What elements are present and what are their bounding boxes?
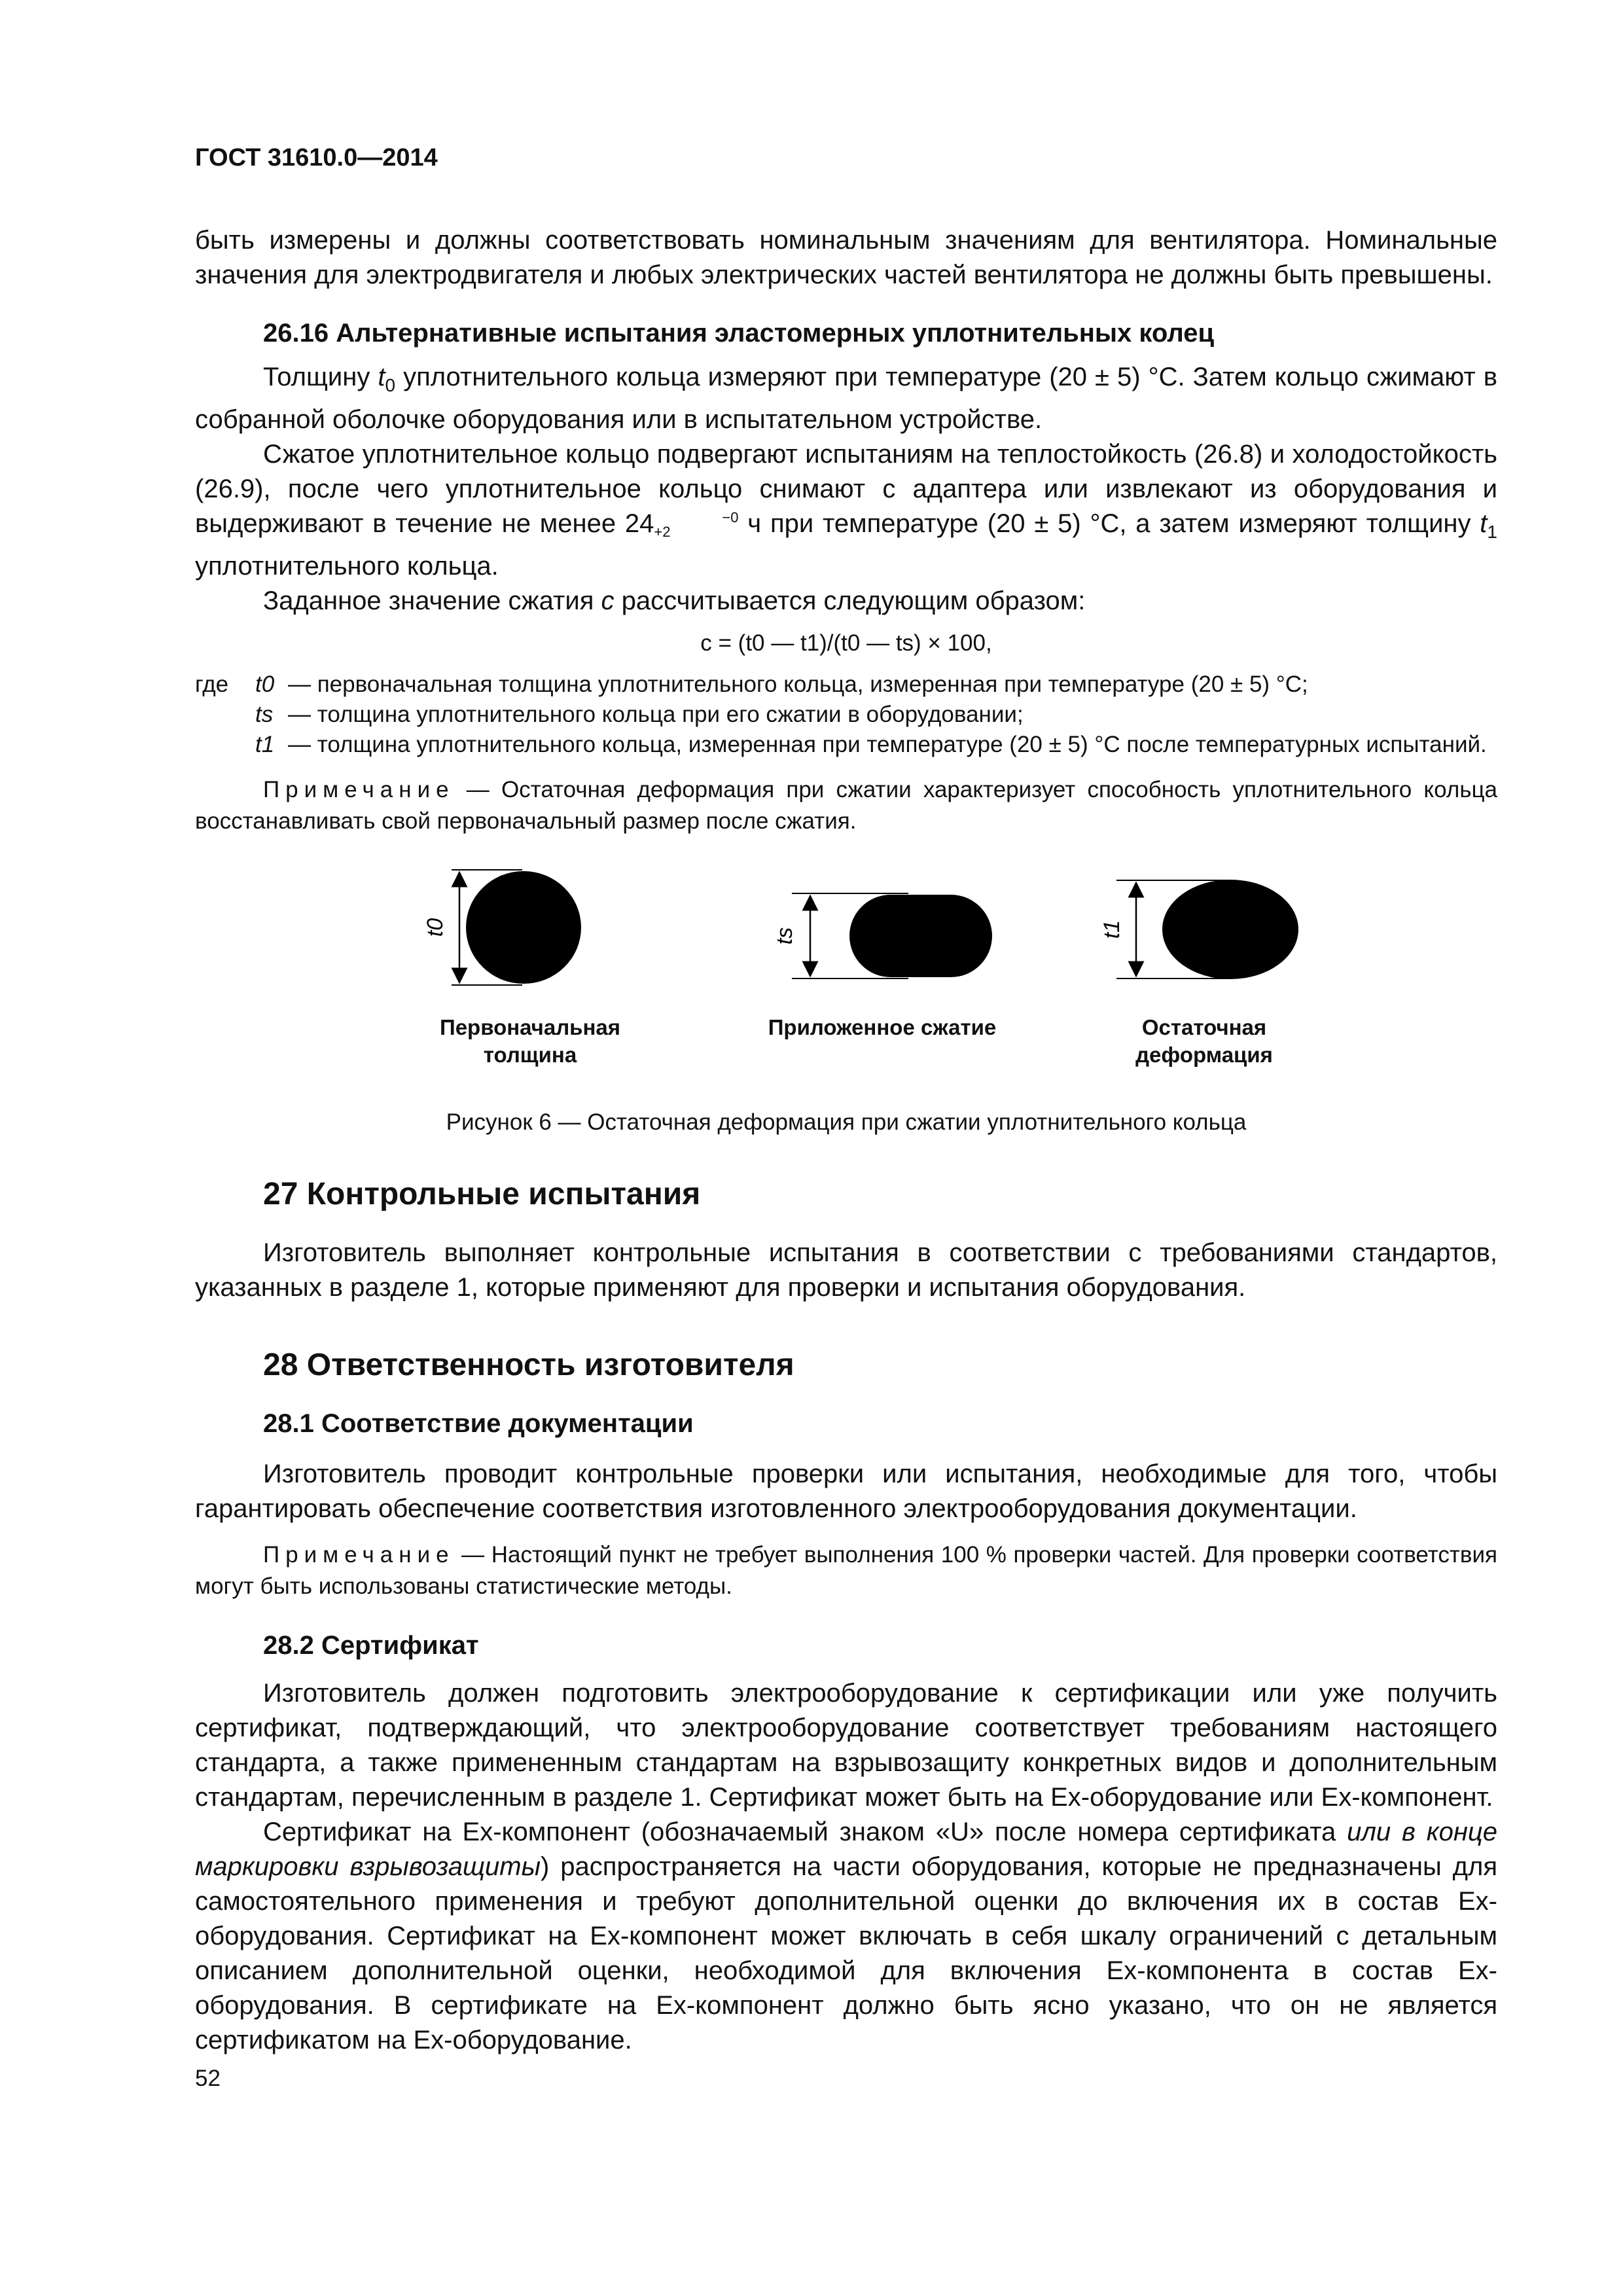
dim-label-ts: ts bbox=[772, 927, 797, 945]
oring-initial bbox=[466, 871, 581, 984]
figure-6 bbox=[195, 863, 1497, 1086]
dim-label-t1: t1 bbox=[1099, 920, 1124, 939]
section-26-16-heading: 26.16 Альтернативные испытания эластомерных уплотнительных колец bbox=[263, 319, 1215, 348]
residual-deformation-drawing bbox=[1099, 880, 1298, 979]
legend-row-t1: t1 — толщина уплотнительного кольца, измеренная при температуре (20 ± 5) °С после температурных испытаний. bbox=[255, 732, 1487, 757]
section-28-heading: 28 Ответственность изготовителя bbox=[263, 1348, 794, 1382]
s2616-paragraph-2: Сжатое уплотнительное кольцо подвергают испытаниям на теплостойкость (26.8) и холодостойкость (26.9), после чего уплотнительное кольцо снимают с адаптера или извлекают из оборудования и выдерживают в течение не менее 24 −0 +2 ч при температуре (20 ± 5) °С, а затем измеряют толщину $t_1$ уплотнительного кольца. bbox=[195, 440, 1497, 581]
dim-label-t0: t0 bbox=[423, 918, 448, 937]
figure-6-caption: Рисунок 6 — Остаточная деформация при сжатии уплотнительного кольца bbox=[446, 1109, 1247, 1135]
s282-paragraph-1: Изготовитель должен подготовить электрооборудование к сертификации или уже получить сертификат, подтверждающий, что электрооборудование соответствует требованиям настоящего стандарта, а также примененным стандартам на взрывозащиту конкретных видов и дополнительным стандартам, перечисленным в разделе 1. Сертификат может быть на Ех-оборудование или Ех-компонент. bbox=[195, 1679, 1497, 1812]
figure-caption-residual: Остаточная деформация bbox=[1135, 1015, 1273, 1067]
legend-row-t0: где t0 — первоначальная толщина уплотнительного кольца, измеренная при температуре (20 ± 5) °С; bbox=[195, 672, 1308, 697]
s2616-note: Примечание — Остаточная деформация при сжатии характеризует способность уплотнительного кольца восстанавливать свой первоначальный размер после сжатия. bbox=[195, 777, 1497, 834]
s27-paragraph: Изготовитель выполняет контрольные испытания в соответствии с требованиями стандартов, указанных в разделе 1, которые применяют для проверки и испытания оборудования. bbox=[195, 1238, 1497, 1302]
oring-residual bbox=[1162, 880, 1298, 979]
document-page bbox=[195, 144, 1497, 2092]
s281-paragraph: Изготовитель проводит контрольные проверки или испытания, необходимые для того, чтобы гарантировать обеспечение соответствия изготовленного электрооборудования документации. bbox=[195, 1460, 1497, 1523]
page-number: 52 bbox=[195, 2066, 221, 2091]
s282-paragraph-2: Сертификат на Ех-компонент (обозначаемый знаком «U» после номера сертификата или в конце маркировки взрывозащиты) распространяется на части оборудования, которые не предназначены для самостоятельного применения и требуют дополнительной оценки до включения их в состав Ех-оборудования. Сертификат на Ех-компонент может включать в себя шкалу ограничений с детальным описанием дополнительной оценки, необходимой для включения Ех-компонента в состав Ех-оборудования. В сертификате на Ех-компонент должно быть ясно указано, что он не является сертификатом на Ех-оборудование. bbox=[195, 1818, 1497, 2054]
figure-caption-initial: Первоначальная толщина bbox=[439, 1015, 620, 1067]
figure-caption-compression: Приложенное сжатие bbox=[768, 1015, 997, 1039]
s2616-paragraph-3: Заданное значение сжатия c рассчитывается следующим образом: bbox=[263, 586, 1086, 615]
section-27-heading: 27 Контрольные испытания bbox=[263, 1177, 701, 1211]
section-28-2-heading: 28.2 Сертификат bbox=[263, 1631, 479, 1660]
applied-compression-drawing bbox=[772, 893, 992, 978]
s2616-paragraph-1: Толщину $t_0$ уплотнительного кольца измеряют при температуре (20 ± 5) °С. Затем кольцо сжимают в собранной оболочке оборудования или в испытательном устройстве. bbox=[195, 363, 1497, 434]
s281-note: Примечание — Настоящий пункт не требует выполнения 100 % проверки частей. Для проверки соответствия могут быть использованы статистические методы. bbox=[195, 1542, 1497, 1599]
formula-legend bbox=[195, 670, 1497, 760]
intro-paragraph: быть измерены и должны соответствовать номинальным значениям для вентилятора. Номинальные значения для электродвигателя и любых электрических частей вентилятора не должны быть превышены. bbox=[195, 226, 1497, 289]
oring-compressed bbox=[849, 895, 992, 977]
compression-formula: c = (t0 — t1)/(t0 — ts) × 100, bbox=[700, 630, 992, 656]
section-28-1-heading: 28.1 Соответствие документации bbox=[263, 1409, 694, 1438]
document-header: ГОСТ 31610.0—2014 bbox=[195, 144, 438, 171]
initial-thickness-drawing bbox=[423, 870, 581, 985]
legend-row-ts: ts — толщина уплотнительного кольца при его сжатии в оборудовании; bbox=[255, 702, 1024, 727]
